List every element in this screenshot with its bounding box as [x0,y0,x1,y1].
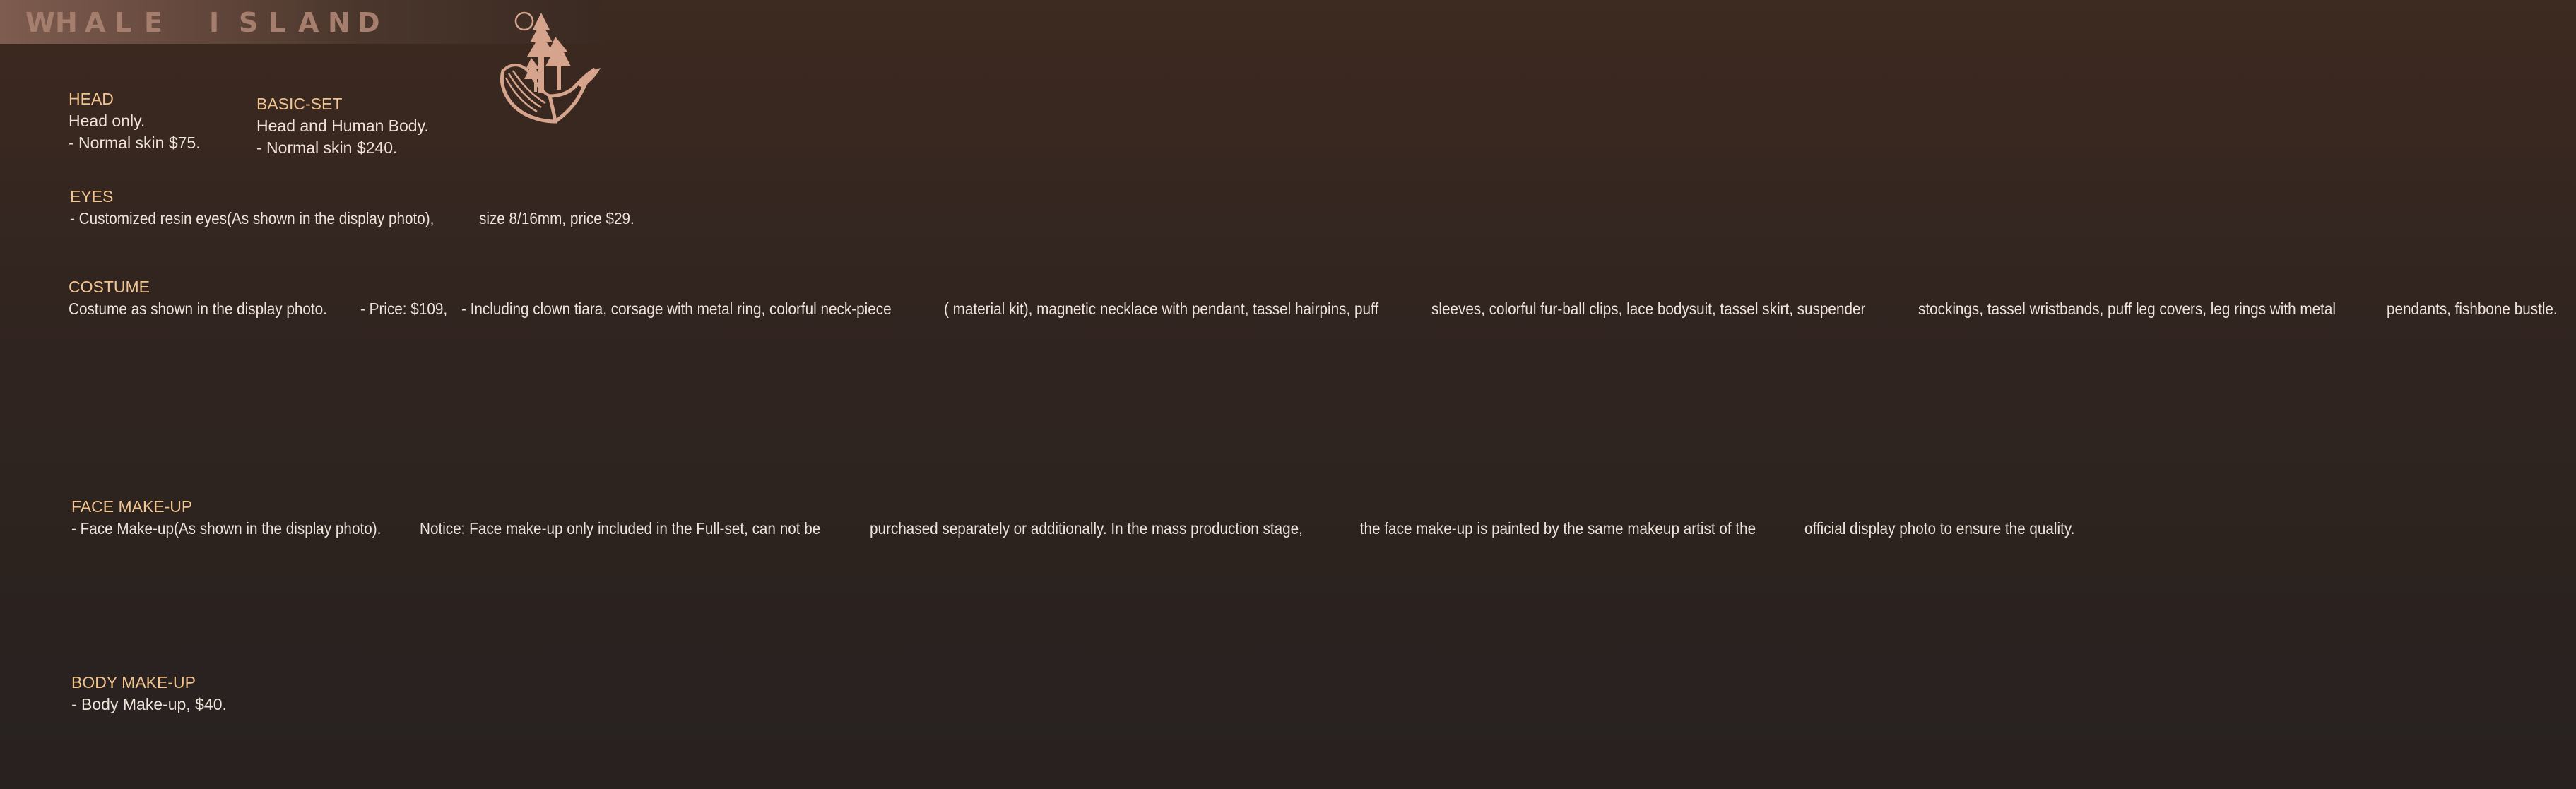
face-makeup-line: Notice: Face make-up only included in the Full-set, can not be [420,519,821,538]
costume-line: - Price: $109, [360,299,448,318]
eyes-line: size 8/16mm, price $29. [479,209,634,227]
basic-set-section [256,93,429,159]
brand-title-letter: N [328,7,350,38]
face-makeup-line: official display photo to ensure the quality. [1804,519,2075,538]
costume-title: COSTUME [69,278,150,296]
brand-title-letter: D [358,7,380,38]
face-makeup-line: purchased separately or additionally. In the mass production stage, [870,519,1304,538]
costume-line: Costume as shown in the display photo. [69,299,327,318]
basic-set-title: BASIC-SET [256,95,343,113]
costume-line: - Including clown tiara, corsage with metal ring, colorful neck-piece [461,299,892,318]
brand-title-letter: E [144,7,163,38]
brand-title-letter: A [298,7,319,38]
basic-set-line: Head and Human Body. [256,117,429,135]
head-line: Head only. [69,112,146,130]
costume-line: pendants, fishbone bustle. [2386,299,2558,318]
body-makeup-title: BODY MAKE-UP [71,673,196,692]
brand-title-letter: L [268,7,286,38]
brand-title-letter: H [55,7,78,38]
eyes-line: - Customized resin eyes(As shown in the display photo), [70,209,435,227]
body-makeup-section [71,672,227,716]
brand-title-letter: S [239,7,259,38]
costume-line: ( material kit), magnetic necklace with pendant, tassel hairpins, puff [943,299,1378,318]
eyes-title: EYES [70,187,114,206]
face-makeup-line: the face make-up is painted by the same makeup artist of the [1355,519,1756,538]
eyes-section [70,186,651,230]
brand-title-letter: W [25,7,55,38]
whale-island-logo [497,8,601,129]
brand-title-letter: L [114,7,132,38]
costume-line: sleeves, colorful fur-ball clips, lace bodysuit, tassel skirt, suspender [1431,299,1866,318]
basic-set-line: - Normal skin $240. [256,138,398,157]
body-makeup-line: - Body Make-up, $40. [71,695,227,713]
head-line: - Normal skin $75. [69,134,201,152]
brand-title-letter: A [85,7,106,38]
head-section [69,88,201,154]
head-title: HEAD [69,90,114,108]
face-makeup-line: - Face Make-up(As shown in the display photo). [71,519,382,538]
costume-line: stockings, tassel wristbands, puff leg covers, leg rings with metal [1918,299,2336,318]
costume-section [69,276,2576,320]
brand-title-letter: I [209,7,220,38]
face-makeup-section [71,496,2105,540]
face-makeup-title: FACE MAKE-UP [71,497,193,516]
